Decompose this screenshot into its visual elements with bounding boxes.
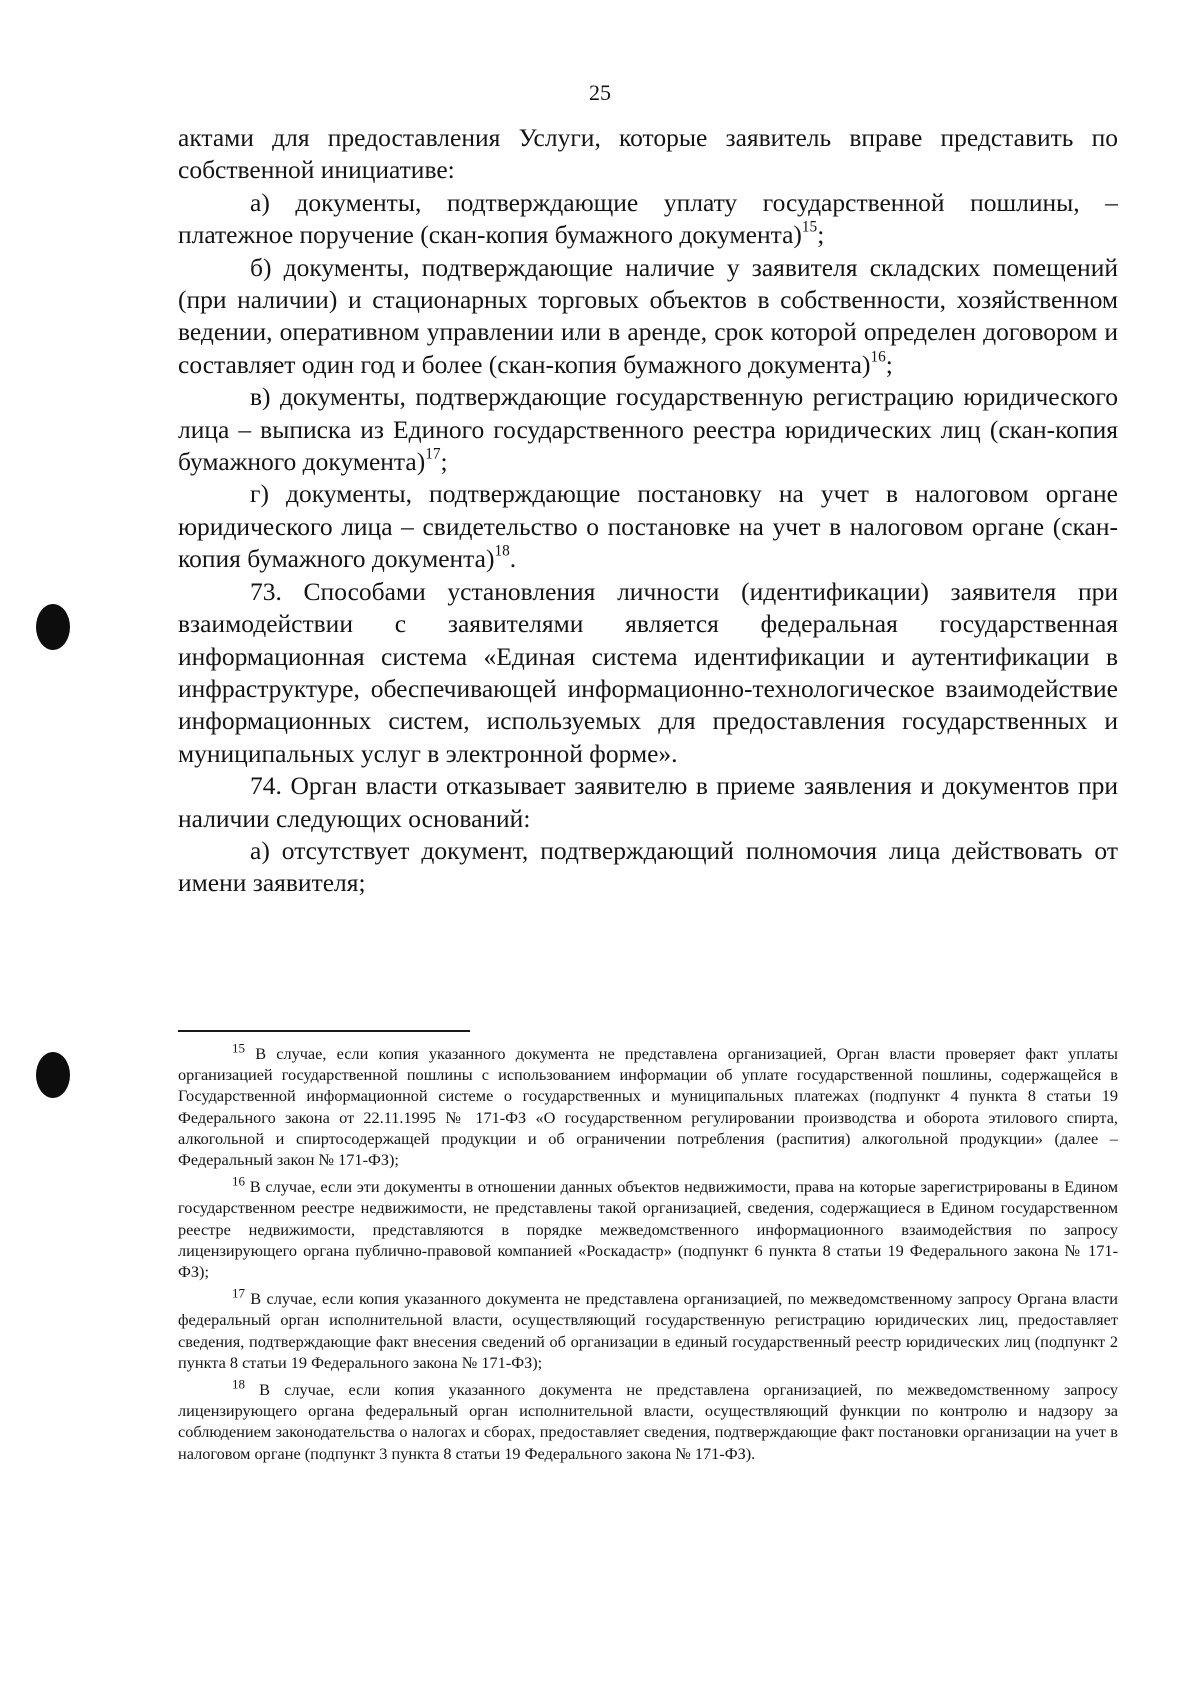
footnote-15: $^{15}$ В случае, если копия указанного документа не представлена организацией, Орган власти проверяет факт уплаты организацией государственной пошлины с использованием информации об уплате государственной пошлины, содержащейся в Государственной информационной системе о государственных и муниципальных платежах (подпункт 4 пункта 8 статьи 19 Федерального закона от 22.11.1995 № 171-ФЗ «О государственном регулировании производства и оборота этилового спирта, алкогольной и спиртосодержащей продукции и об ограничении потребления (распития) алкогольной продукции» (далее – Федеральный закон № 171-ФЗ); <box>178 1040 1118 1170</box>
paragraph-74-item-a: а) отсутствует документ, подтверждающий полномочия лица действовать от имени заявителя; <box>178 835 1118 898</box>
punch-hole-mark <box>36 604 70 650</box>
main-text <box>178 122 1118 900</box>
footnote-number: 15 <box>232 1040 246 1056</box>
page-number: 25 <box>589 80 611 105</box>
footnote-separator <box>178 1030 470 1032</box>
footnote-ref[interactable]: 16 <box>870 348 886 366</box>
paragraph-item-v: в) документы, подтверждающие государственную регистрацию юридического лица – выписка из Единого государственного реестра юридических лиц (скан-копия бумажного документа)$^{17}$; <box>178 382 1118 477</box>
footnotes <box>178 1040 1118 1470</box>
footnote-number: 16 <box>232 1173 246 1189</box>
paragraph-item-a: а) документы, подтверждающие уплату государственной пошлины, – платежное поручение (скан-копия бумажного документа)$^{15}$; <box>178 187 1118 250</box>
footnote-17: $^{17}$ В случае, если копия указанного документа не представлена организацией, по межведомственному запросу Органа власти федеральный орган исполнительной власти, осуществляющий государственную регистрацию юридических лиц, предоставляет сведения, подтверждающие факт внесения сведений об организации в единый государственный реестр юридических лиц (подпункт 2 пункта 8 статьи 19 Федерального закона № 171-ФЗ); <box>178 1285 1118 1372</box>
footnote-ref[interactable]: 17 <box>425 445 441 463</box>
punch-hole-mark <box>36 1052 70 1098</box>
paragraph-73: 73. Способами установления личности (идентификации) заявителя при взаимодействии с заявителями является федеральная государственная информационная система «Единая система идентификации и аутентификации в инфраструктуре, обеспечивающей информационно-технологическое взаимодействие информационных систем, используемых для предоставления государственных и муниципальных услуг в электронной форме». <box>178 576 1118 768</box>
footnote-18: $^{18}$ В случае, если копия указанного документа не представлена организацией, по межведомственному запросу лицензирующего органа федеральный орган исполнительной власти, осуществляющий функции по контролю и надзору за соблюдением законодательства о налогах и сборах, предоставляет сведения, подтверждающие факт постановки организации на учет в налоговом органе (подпункт 3 пункта 8 статьи 19 Федерального закона № 171-ФЗ). <box>178 1376 1118 1463</box>
footnote-16: $^{16}$ В случае, если эти документы в отношении данных объектов недвижимости, права на которые зарегистрированы в Едином государственном реестре недвижимости, не представлены такой организацией, сведения, содержащиеся в Едином государственном реестре недвижимости, представляются в порядке межведомственного информационного взаимодействия по запросу лицензирующего органа публично-правовой компанией «Роскадастр» (подпункт 6 пункта 8 статьи 19 Федерального закона № 171-ФЗ); <box>178 1173 1118 1282</box>
paragraph-item-b: б) документы, подтверждающие наличие у заявителя складских помещений (при наличии) и стационарных торговых объектов в собственности, хозяйственном ведении, оперативном управлении или в аренде, срок которой определен договором и составляет один год и более (скан-копия бумажного документа)$^{16}$; <box>178 252 1118 379</box>
footnote-number: 18 <box>232 1376 246 1392</box>
paragraph-continuation: актами для предоставления Услуги, которые заявитель вправе представить по собственной инициативе: <box>178 123 1118 185</box>
paragraph-74: 74. Орган власти отказывает заявителю в приеме заявления и документов при наличии следующих оснований: <box>178 771 1118 833</box>
footnote-ref[interactable]: 18 <box>494 542 510 560</box>
footnote-number: 17 <box>232 1285 246 1301</box>
footnote-ref[interactable]: 15 <box>801 218 818 236</box>
paragraph-item-g: г) документы, подтверждающие постановку на учет в налоговом органе юридического лица – свидетельство о постановке на учет в налоговом органе (скан-копия бумажного документа)$^{18}$. <box>178 479 1118 574</box>
